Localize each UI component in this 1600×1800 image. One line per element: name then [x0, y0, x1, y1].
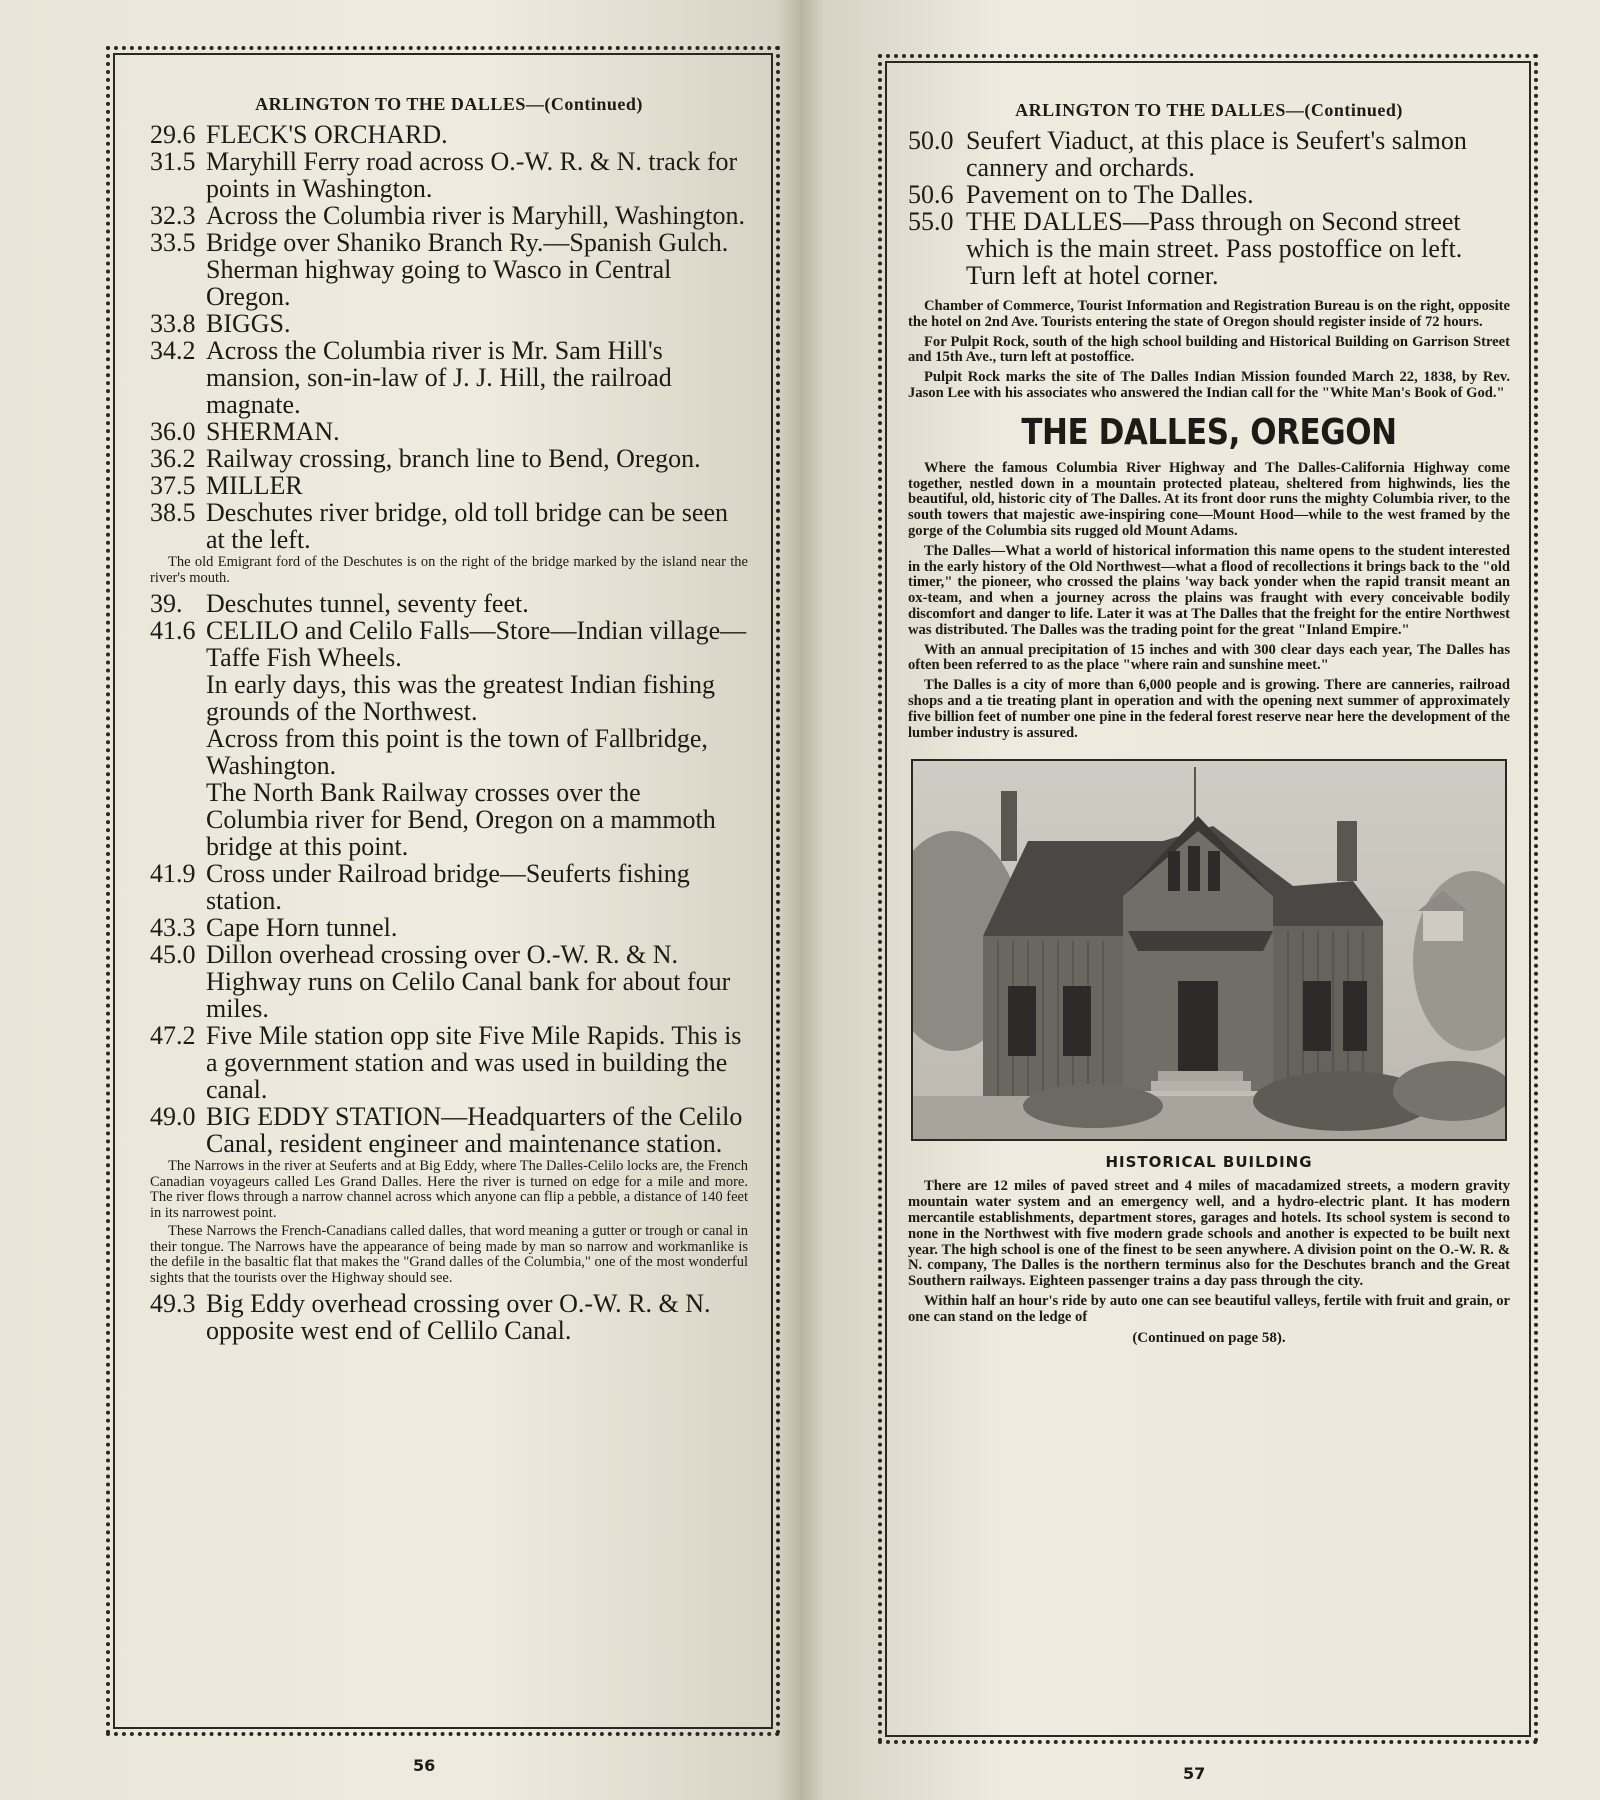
road-log-entry — [150, 445, 748, 472]
continued-note: (Continued on page 58). — [1132, 1329, 1286, 1346]
entry-description — [966, 208, 1510, 289]
entry-description — [206, 472, 748, 499]
mileage: 41.6 — [150, 616, 196, 645]
left-note-b-paragraph: These Narrows the French-Canadians called dalles, that word meaning a gutter or trough or canal in their tongue. The Narrows have the appearance of being made by man so narrow and workmanlike is the defile in the basaltic flat that makes the "Grand dalles of the Columbia," one of the most wonderful sights that the tourists over the Highway should see. — [150, 1223, 748, 1286]
entry-line: Cape Horn tunnel. — [206, 913, 398, 942]
mileage: 41.9 — [150, 859, 196, 888]
entry-description — [206, 418, 748, 445]
road-log-entry — [150, 1290, 748, 1344]
entry-line: Bridge over Shaniko Branch Ry.—Spanish Gulch. Sherman highway going to Wasco in Central Oregon. — [206, 228, 729, 311]
road-log-entry — [150, 941, 748, 1022]
entry-line: Across the Columbia river is Mr. Sam Hill's mansion, son-in-law of J. J. Hill, the railroad magnate. — [206, 336, 672, 419]
entry-description — [206, 590, 748, 617]
entry-description — [206, 202, 748, 229]
entry-line: MILLER — [206, 471, 303, 500]
entry-line: Big Eddy overhead crossing over O.-W. R. & N. opposite west end of Cellilo Canal. — [206, 1289, 711, 1345]
entry-line: BIG EDDY STATION—Headquarters of the Celilo Canal, resident engineer and maintenance station. — [206, 1102, 743, 1158]
entry-description — [206, 860, 748, 914]
road-log-entry — [150, 617, 748, 860]
entry-line: BIGGS. — [206, 309, 291, 338]
road-log-entry — [150, 1103, 748, 1157]
mileage: 43.3 — [150, 913, 196, 942]
city-paragraph: With an annual precipitation of 15 inches and with 300 clear days each year, The Dalles has often been referred to as the place "where rain and sunshine meet." — [908, 641, 1510, 674]
entry-description — [206, 1022, 748, 1103]
right-page — [800, 0, 1600, 1800]
right-entries — [908, 127, 1510, 289]
city-paragraph: There are 12 miles of paved street and 4 miles of macadamized streets, a modern gravity mountain water system and an emergency well, and a hydro-electric plant. It has modern mercantile establishments, department stores, garages and hotels. Its school system is second to none in the Northwest with five modern grade schools and another is expected to be built next year. The high school is one of the finest to be seen anywhere. A division point on the O.-W. R. & N. company, The Dalles is the northern terminus also for the Deschutes branch and the Great Southern railways. Eighteen passenger trains a day pass through the city. — [908, 1178, 1510, 1290]
road-log-entry — [150, 472, 748, 499]
entry-line: In early days, this was the greatest Indian fishing grounds of the Northwest. — [206, 670, 716, 726]
entry-line: Five Mile station opp site Five Mile Rapids. This is a government station and was used in building the canal. — [206, 1021, 742, 1104]
city-paragraph: The Dalles is a city of more than 6,000 people and is growing. There are canneries, railroad shops and a tie treating plant in operation and with the opening next summer of approximately five billion feet of number one pine in the federal forest reserve near here the development of the lumber industry is assured. — [908, 677, 1510, 741]
city-paragraph: Where the famous Columbia River Highway and The Dalles-California Highway come together, nestled down in a mountain protected plateau, sheltered from highwinds, lies the beautiful, old, historic city of The Dalles. At its front door runs the mighty Columbia river, to the south towers that majestic awe-inspiring cone—Mount Hood—while to the west framed by the gorge of the Columbia sits rugged old Mount Adams. — [908, 459, 1510, 539]
historical-building-photo — [911, 759, 1507, 1141]
entry-description — [206, 229, 748, 310]
left-entries-c — [150, 1290, 748, 1344]
house-illustration — [913, 761, 1505, 1139]
right-running-head: ARLINGTON TO THE DALLES—(Continued) — [1015, 100, 1403, 120]
road-log-entry — [150, 202, 748, 229]
road-log-entry — [150, 337, 748, 418]
entry-line: Dillon overhead crossing over O.-W. R. & N. — [206, 940, 679, 969]
road-log-entry — [908, 127, 1510, 181]
entry-description — [206, 617, 748, 860]
photo-caption: HISTORICAL BUILDING — [1105, 1153, 1313, 1172]
mileage: 49.0 — [150, 1102, 196, 1131]
road-log-entry — [150, 418, 748, 445]
mileage: 45.0 — [150, 940, 196, 969]
mileage: 31.5 — [150, 147, 196, 176]
mileage: 33.5 — [150, 228, 196, 257]
city-paragraph: The Dalles—What a world of historical information this name opens to the student interested in the early history of the Old Northwest—what a flood of recollections it brings back to the "old timer," the pioneer, who crossed the plains 'way back yonder when the rapid transit meant an ox-team, and when a journey across the plains was fraught with every conceivable bodily discomfort and danger to life. Later it was at The Dalles that the freight for the entire Northwest was distributed. The Dalles was the trading point for the great "Inland Empire." — [908, 542, 1510, 638]
entry-description — [206, 1290, 748, 1344]
entry-description — [206, 310, 748, 337]
mileage: 38.5 — [150, 498, 196, 527]
right-page-number: 57 — [1183, 1764, 1206, 1783]
road-log-entry — [150, 590, 748, 617]
road-log-entry — [150, 148, 748, 202]
entry-line: Maryhill Ferry road across O.-W. R. & N. track for points in Washington. — [206, 147, 738, 203]
city-headline: THE DALLES, OREGON — [1021, 411, 1397, 453]
road-log-entry — [150, 499, 748, 553]
city-description — [908, 461, 1510, 742]
left-note-b-paragraph: The Narrows in the river at Seuferts and at Big Eddy, where The Dalles-Celilo locks are, the French Canadian voyageurs called Les Grand Dalles. Here the river is turned on edge for a mile and more. The river flows through a narrow channel across which anyone can flip a pebble, a distance of 140 feet in its narrowest point. — [150, 1158, 748, 1221]
entry-line: Highway runs on Celilo Canal bank for about four miles. — [206, 967, 731, 1023]
right-note: Pulpit Rock marks the site of The Dalles Indian Mission founded March 22, 1838, by Rev. Jason Lee with his associates who answered the Indian call for the "White Man's Book of God." — [908, 369, 1510, 401]
mileage: 33.8 — [150, 309, 196, 338]
entry-description — [206, 337, 748, 418]
right-notes — [908, 299, 1510, 402]
left-entries-b — [150, 590, 748, 1157]
entry-description — [206, 121, 748, 148]
mileage: 47.2 — [150, 1021, 196, 1050]
entry-line: THE DALLES—Pass through on Second street which is the main street. Pass postoffice on left. Turn left at hotel corner. — [966, 207, 1463, 290]
left-note-a-text: The old Emigrant ford of the Deschutes is on the right of the bridge marked by the island near the river's mouth. — [150, 554, 748, 586]
entry-line: The North Bank Railway crosses over the Columbia river for Bend, Oregon on a mammoth bridge at this point. — [206, 778, 716, 861]
entry-line: Deschutes tunnel, seventy feet. — [206, 589, 529, 618]
right-note: For Pulpit Rock, south of the high school building and Historical Building on Garrison Street and 15th Ave., turn left at postoffice. — [908, 333, 1510, 366]
city-paragraph: Within half an hour's ride by auto one can see beautiful valleys, fertile with fruit and grain, or one can stand on the ledge of — [908, 1292, 1510, 1325]
mileage: 32.3 — [150, 201, 196, 230]
left-note-b — [150, 1159, 748, 1286]
entry-description — [966, 127, 1510, 181]
road-log-entry — [150, 310, 748, 337]
entry-description — [206, 941, 748, 1022]
city-description-continued — [908, 1179, 1510, 1325]
road-log-entry — [150, 914, 748, 941]
entry-line: Pavement on to The Dalles. — [966, 180, 1254, 209]
mileage: 55.0 — [908, 207, 954, 236]
entry-line: SHERMAN. — [206, 417, 340, 446]
mileage: 36.0 — [150, 417, 196, 446]
right-note: Chamber of Commerce, Tourist Information and Registration Bureau is on the right, opposite the hotel on 2nd Ave. Tourists entering the state of Oregon should register inside of 72 hours. — [908, 298, 1510, 330]
left-page-number: 56 — [413, 1756, 436, 1775]
left-note-a — [150, 555, 748, 586]
entry-line: Cross under Railroad bridge—Seuferts fishing station. — [206, 859, 690, 915]
entry-line: FLECK'S ORCHARD. — [206, 120, 448, 149]
road-log-entry — [908, 208, 1510, 289]
road-log-entry — [908, 181, 1510, 208]
entry-description — [206, 445, 748, 472]
road-log-entry — [150, 121, 748, 148]
entry-line: Across from this point is the town of Fallbridge, Washington. — [206, 724, 708, 780]
mileage: 29.6 — [150, 120, 196, 149]
entry-line: CELILO and Celilo Falls—Store—Indian village—Taffe Fish Wheels. — [206, 616, 747, 672]
entry-line: Railway crossing, branch line to Bend, Oregon. — [206, 444, 701, 473]
entry-description — [206, 914, 748, 941]
road-log-entry — [150, 860, 748, 914]
mileage: 50.0 — [908, 126, 954, 155]
mileage: 50.6 — [908, 180, 954, 209]
left-running-head: ARLINGTON TO THE DALLES—(Continued) — [255, 94, 643, 114]
entry-description — [206, 148, 748, 202]
mileage: 39. — [150, 589, 183, 618]
entry-line: Across the Columbia river is Maryhill, Washington. — [206, 201, 746, 230]
left-page-frame — [106, 46, 780, 1736]
entry-description — [206, 1103, 748, 1157]
mileage: 36.2 — [150, 444, 196, 473]
left-entries-a — [150, 121, 748, 553]
road-log-entry — [150, 1022, 748, 1103]
entry-description — [966, 181, 1510, 208]
mileage: 34.2 — [150, 336, 196, 365]
road-log-entry — [150, 229, 748, 310]
entry-line: Deschutes river bridge, old toll bridge can be seen at the left. — [206, 498, 728, 554]
entry-description — [206, 499, 748, 553]
mileage: 37.5 — [150, 471, 196, 500]
mileage: 49.3 — [150, 1289, 196, 1318]
entry-line: Seufert Viaduct, at this place is Seufert's salmon cannery and orchards. — [966, 126, 1467, 182]
right-page-frame — [878, 54, 1538, 1744]
